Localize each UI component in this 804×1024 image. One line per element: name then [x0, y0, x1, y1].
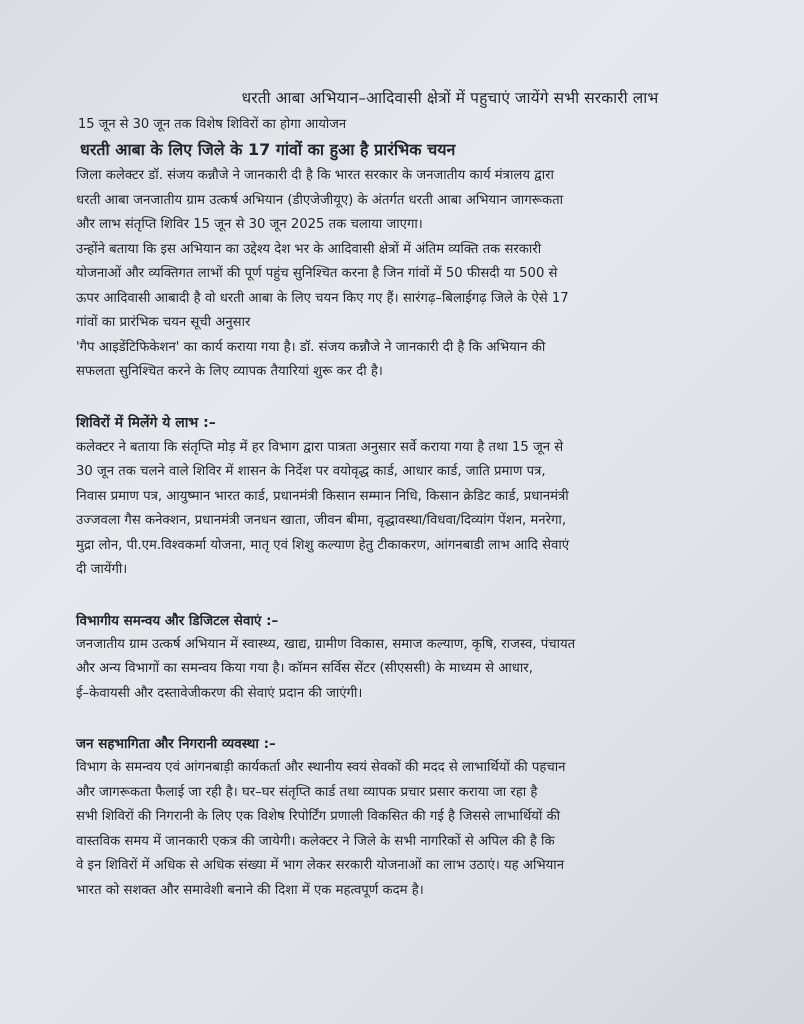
monitoring-paragraph: [74, 756, 766, 903]
paragraph-line: उज्जवला गैस कनेक्शन, प्रधानमंत्री जनधन खाता, जीवन बीमा, वृद्धावस्था/विधवा/दिव्यांग पेंशन, मनरेगा,: [76, 513, 567, 528]
paragraph-line: वास्तविक समय में जानकारी एकत्र की जायेगी। कलेक्टर ने जिले के सभी नागरिकों से अपिल की है कि: [76, 833, 555, 849]
digital-services-paragraph: [74, 633, 766, 707]
benefits-paragraph: [74, 436, 766, 583]
paragraph-line: वे इन शिविरों में अधिक से अधिक संख्या में भाग लेकर सरकारी योजनाओं का लाभ उठाएं। यह अभियान: [76, 858, 565, 873]
paragraph-line: योजनाओं और व्यक्तिगत लाभों की पूर्ण पहुंच सुनिश्चित करना है जिन गांवों में 50 फीसदी या 500 से: [76, 266, 558, 281]
paragraph-line: 'गैप आइडेंटिफिकेशन' का कार्य कराया गया है। डॉ. संजय कन्नौजे ने जानकारी दी है कि अभियान की: [76, 339, 546, 355]
paragraph-line: धरती आबा जनजातीय ग्राम उत्कर्ष अभियान (डीएजेजीयूए) के अंतर्गत धरती आबा अभियान जागरूकता: [76, 192, 564, 208]
intro-paragraph: [74, 164, 766, 385]
paragraph-line: और जागरूकता फैलाई जा रही है। घर–घर संतृप्ति कार्ड तथा व्यापक प्रचार प्रसार कराया जा रहा है: [76, 784, 538, 800]
paragraph-line: ऊपर आदिवासी आबादी है वो धरती आबा के लिए चयन किए गए हैं। सारंगढ़–बिलाईगढ़ जिले के ऐसे 17: [76, 290, 569, 306]
paragraph-line: जिला कलेक्टर डॉ. संजय कन्नौजे ने जानकारी दी है कि भारत सरकार के जनजातीय कार्य मंत्रालय द्वारा: [76, 168, 554, 183]
paragraph-line: 30 जून तक चलने वाले शिविर में शासन के निर्देश पर वयोवृद्ध कार्ड, आधार कार्ड, जाति प्रमाण पत्र,: [76, 464, 546, 479]
paragraph-line: सफलता सुनिश्चित करने के लिए व्यापक तैयारियां शुरू कर दी है।: [76, 364, 383, 379]
paragraph-line: गांवों का प्रारंभिक चयन सूची अनुसार: [76, 315, 251, 330]
document-title: धरती आबा अभियान–आदिवासी क्षेत्रों में पहुचाएं जायेंगे सभी सरकारी लाभ: [241, 89, 659, 107]
paragraph-line: कलेक्टर ने बताया कि संतृप्ति मोड़ में हर विभाग द्वारा पात्रता अनुसार सर्वे कराया गया है तथा 15 जून से: [76, 439, 564, 455]
paragraph-line: विभाग के समन्वय एवं आंगनबाड़ी कार्यकर्ता और स्थानीय स्वयं सेवकों की मदद से लाभार्थियों की पहचान: [76, 760, 566, 775]
section-heading-benefits: शिविरों में मिलेंगे ये लाभ :–: [76, 414, 216, 431]
paragraph-line: और लाभ संतृप्ति शिविर 15 जून से 30 जून 2025 तक चलाया जाएगा।: [76, 217, 423, 232]
paragraph-line: सभी शिविरों की निगरानी के लिए एक विशेष रिपोर्टिंग प्रणाली विकसित की गई है जिससे लाभार्थियों की: [76, 809, 561, 824]
paragraph-line: जनजातीय ग्राम उत्कर्ष अभियान में स्वास्थ्य, खाद्य, ग्रामीण विकास, समाज कल्याण, कृषि, राजस्व, पंचायत: [76, 636, 576, 652]
paragraph-line: मुद्रा लोन, पी.एम.विश्वकर्मा योजना, मातृ एवं शिशु कल्याण हेतु टीकाकरण, आंगनबाडी लाभ आदि सेवाएं: [76, 537, 570, 553]
paragraph-line: निवास प्रमाण पत्र, आयुष्मान भारत कार्ड, प्रधानमंत्री किसान सम्मान निधि, किसान क्रेडिट कार्ड, प्रधानमंत्री: [76, 488, 569, 504]
section-heading-digital-services: विभागीय समन्वय और डिजिटल सेवाएं :–: [76, 612, 279, 629]
paragraph-line: ई–केवायसी और दस्तावेजीकरण की सेवाएं प्रदान की जाएंगी।: [76, 685, 363, 701]
paragraph-line: उन्होंने बताया कि इस अभियान का उद्देश्य देश भर के आदिवासी क्षेत्रों में अंतिम व्यक्ति तक सरकारी: [76, 241, 542, 257]
paragraph-line: भारत को सशक्त और समावेशी बनाने की दिशा में एक महत्वपूर्ण कदम है।: [76, 882, 424, 898]
document-subtitle: 15 जून से 30 जून तक विशेष शिविरों का होगा आयोजन: [78, 117, 347, 132]
document-headline: धरती आबा के लिए जिले के 17 गांवों का हुआ है प्रारंभिक चयन: [80, 140, 456, 159]
paragraph-line: और अन्य विभागों का समन्वय किया गया है। कॉमन सर्विस सेंटर (सीएससी) के माध्यम से आधार,: [76, 661, 533, 676]
section-heading-monitoring: जन सहभागिता और निगरानी व्यवस्था :–: [76, 736, 276, 752]
paragraph-line: दी जायेंगी।: [76, 562, 128, 577]
